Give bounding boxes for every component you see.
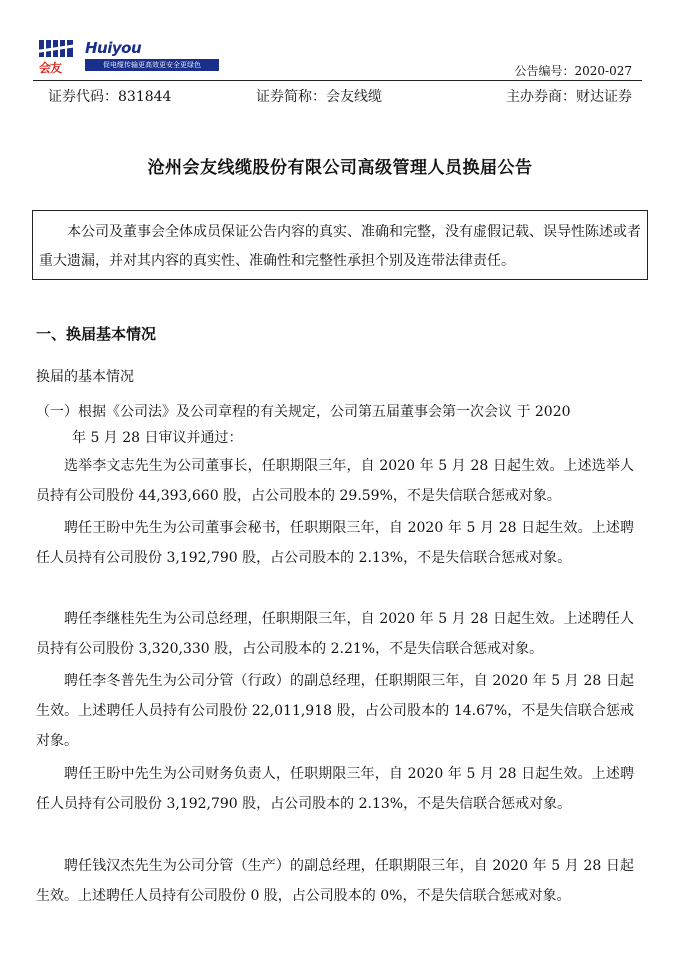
paragraph-finance-head: 聘任王盼中先生为公司财务负责人，任职期限三年，自 2020 年 5 月 28 日起生效。上述聘任人员持有公司股份 3,192,790 股，占公司股本的 2.13%，不是失信联合惩戒对象。	[36, 766, 634, 812]
sponsor-broker: 主办券商：财达证券	[506, 89, 632, 105]
document-title: 沧州会友线缆股份有限公司高级管理人员换届公告	[147, 158, 533, 178]
item-intro-line: （一）根据《公司法》及公司章程的有关规定，公司第五届董事会第一次会议 于 2020	[36, 404, 571, 420]
paragraph-chairman: 选举李文志先生为公司董事长，任职期限三年，自 2020 年 5 月 28 日起生效。上述选举人员持有公司股份 44,393,660 股，占公司股本的 29.59%，不是失信联合惩戒对象。	[36, 458, 634, 504]
header-divider	[33, 80, 642, 81]
logo-english-text: Huiyou	[85, 39, 142, 57]
section-heading: 一、换届基本情况	[36, 325, 157, 343]
board-declaration-box: 本公司及董事会全体成员保证公告内容的真实、准确和完整，没有虚假记载、误导性陈述或者重大遗漏，并对其内容的真实性、准确性和完整性承担个别及连带法律责任。	[32, 210, 648, 280]
paragraph-board-secretary: 聘任王盼中先生为公司董事会秘书，任职期限三年，自 2020 年 5 月 28 日起生效。上述聘任人员持有公司股份 3,192,790 股，占公司股本的 2.13%，不是失信联合惩戒对象。	[36, 520, 634, 566]
item-intro-continuation: 年 5 月 28 日审议并通过：	[72, 430, 243, 446]
sub-heading: 换届的基本情况	[36, 369, 134, 385]
notice-number: 公告编号：2020-027	[514, 64, 632, 78]
paragraph-deputy-gm-admin: 聘任李冬普先生为公司分管（行政）的副总经理，任职期限三年，自 2020 年 5 月 28 日起生效。上述聘任人员持有公司股份 22,011,918 股，占公司股本的 14.67%，不是失信联合惩戒对象。	[36, 673, 634, 749]
stock-code: 证券代码：831844	[48, 89, 172, 105]
logo-chinese-text: 会友	[39, 61, 62, 75]
logo-slogan: 促电缆传输更高效更安全更绿色	[85, 59, 219, 71]
paragraph-deputy-gm-production: 聘任钱汉杰先生为公司分管（生产）的副总经理，任职期限三年，自 2020 年 5 月 28 日起生效。上述聘任人员持有公司股份 0 股，占公司股本的 0%，不是失信联合惩戒对象。	[36, 858, 634, 904]
stock-info-bar	[48, 86, 632, 106]
stock-name: 证券简称：会友线缆	[256, 89, 382, 105]
paragraph-general-manager: 聘任李继桂先生为公司总经理，任职期限三年，自 2020 年 5 月 28 日起生效。上述聘任人员持有公司股份 3,320,330 股，占公司股本的 2.21%，不是失信联合惩戒对象。	[36, 611, 634, 657]
company-logo	[37, 38, 201, 75]
